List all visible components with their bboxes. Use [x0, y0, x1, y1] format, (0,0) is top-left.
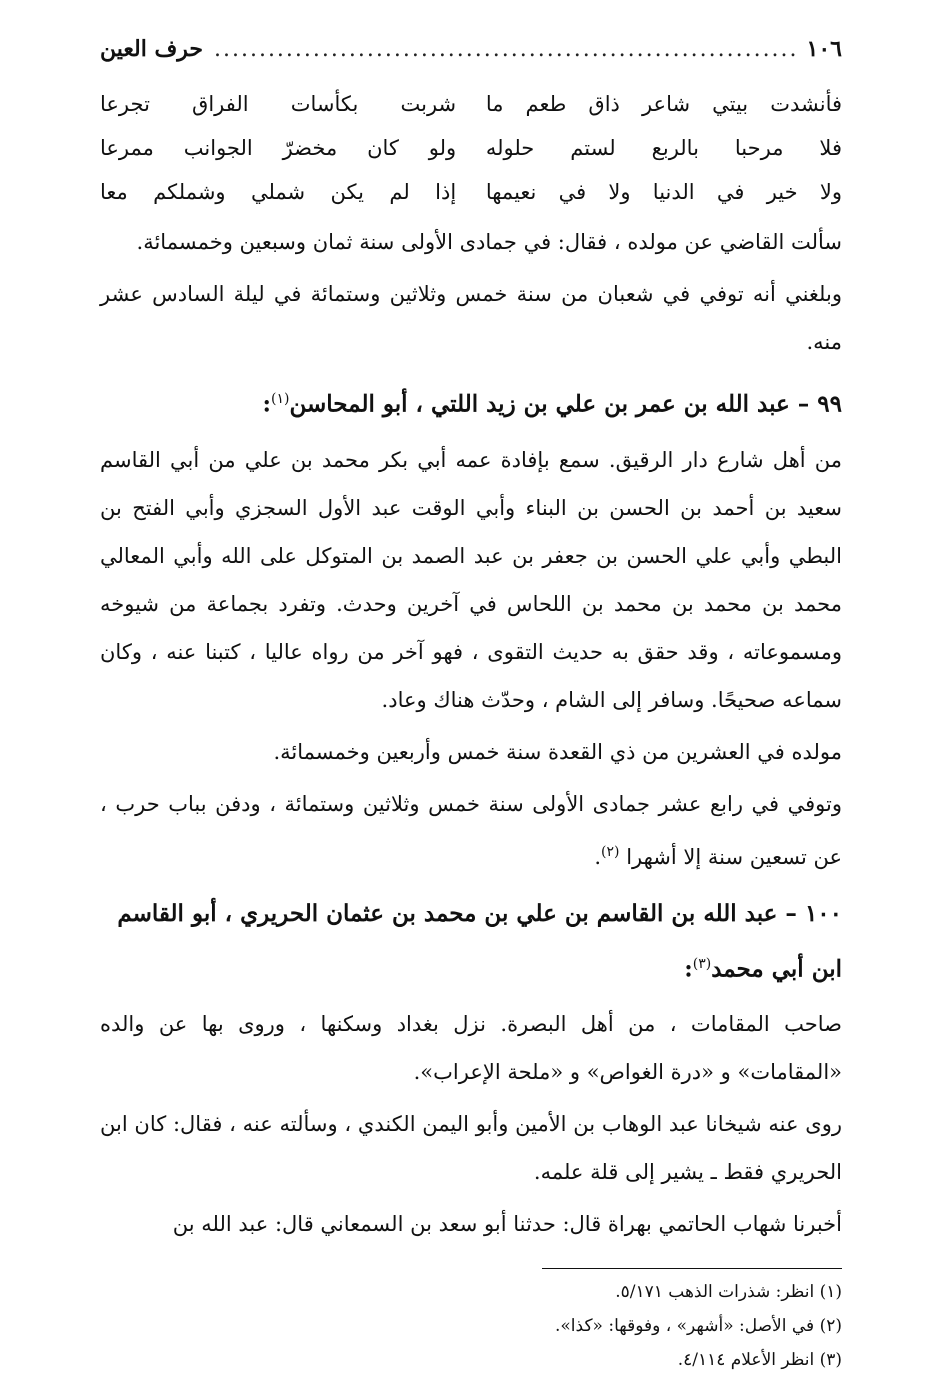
page-number: ١٠٦	[806, 36, 842, 62]
paragraph-death-report: وبلغني أنه توفي في شعبان من سنة خمس وثلاثين وستمائة في ليلة السادس عشر منه.	[100, 282, 842, 354]
verse-first-hemistich: فلا مرحبا بالربع لستم حلوله	[485, 136, 842, 160]
entry-99-birth: مولده في العشرين من ذي القعدة سنة خمس وأربعين وخمسمائة.	[273, 739, 842, 764]
poem-verse	[100, 170, 842, 214]
verse-first-hemistich: ولا خير في الدنيا ولا في نعيمها	[485, 180, 842, 204]
footnote-3: (٣) انظر الأعلام ٤/١١٤.	[677, 1350, 842, 1371]
entry-100-students: روى عنه شيخانا عبد الوهاب بن الأمين وأبو اليمن الكندي ، وسألته عنه ، فقال: كان ابن الحريري فقط ـ يشير إلى قلة علمه.	[100, 1112, 842, 1185]
poem-verse	[100, 82, 842, 126]
poem	[100, 82, 842, 214]
heading-colon: :	[262, 390, 272, 418]
footnote-1: (١) انظر: شذرات الذهب ٥/١٧١.	[615, 1282, 842, 1303]
page-header	[100, 36, 842, 76]
entry-99-heading	[100, 374, 842, 430]
sentence-end: .	[594, 844, 602, 869]
entry-99-death	[100, 780, 842, 881]
entry-99-death-text: وتوفي في رابع عشر جمادى الأولى سنة خمس وثلاثين وستمائة ، ودفن بباب حرب ، عن تسعين سنة إلا أشهرا	[100, 791, 842, 869]
footnotes	[100, 1275, 842, 1377]
footnote-2: (٢) في الأصل: «أشهر» ، وفوقها: «كذا».	[555, 1316, 842, 1337]
verse-second-hemistich: إذا لم يكن شملي وشملكم معا	[100, 180, 457, 204]
entry-100-title: ١٠٠ – عبد الله بن القاسم بن علي بن محمد بن عثمان الحريري ، أبو القاسم ابن أبي محمد	[117, 899, 842, 983]
footnote-ref-3: (٣)	[692, 955, 712, 972]
entry-100-isnad: أخبرنا شهاب الحاتمي بهراة قال: حدثنا أبو سعد بن السمعاني قال: عبد الله بن	[172, 1212, 842, 1237]
footnote-ref-2: (٢)	[601, 843, 620, 860]
paragraph-birth-query: سألت القاضي عن مولده ، فقال: في جمادى الأولى سنة ثمان وسبعين وخمسمائة.	[136, 230, 842, 254]
entry-100-heading	[100, 889, 842, 995]
footnote-ref-1: (١)	[271, 391, 290, 407]
header-dot-leader	[211, 37, 799, 62]
poem-verse	[100, 126, 842, 170]
entry-99-biography: من أهل شارع دار الرقيق. سمع بإفادة عمه أبي بكر محمد بن علي من أبي القاسم سعيد بن أحمد بن الحسن بن البناء وأبي الوقت عبد الأول السجزي وأبي الفتح بن البطي وأبي علي الحسن بن جعفر بن عبد الصمد بن المتوكل على الله وأبي المعالي محمد بن محمد بن محمد بن اللحاس في آخرين وحدث. وتفرد بجماعة من شيوخه ومسموعاته ، وقد حقق به حديث التقوى ، فهو آخر من رواه عاليا ، كتبنا عنه ، وكان سماعه صحيحًا. وسافر إلى الشام ، وحدّث هناك وعاد.	[100, 447, 842, 712]
entry-100-biography: صاحب المقامات ، من أهل البصرة. نزل بغداد وسكنها ، وروى بها عن والده «المقامات» و «درة الغواص» و «ملحة الإعراب».	[100, 1012, 842, 1085]
heading-colon: :	[684, 955, 693, 983]
verse-second-hemistich: شربت بكأسات الفراق تجرعا	[100, 92, 457, 116]
verse-second-hemistich: ولو كان مخضرّ الجوانب ممرعا	[100, 136, 457, 160]
entry-99-title: ٩٩ – عبد الله بن عمر بن علي بن زيد اللتي ، أبو المحاسن	[289, 390, 842, 418]
verse-first-hemistich: فأنشدت بيتي شاعر ذاق طعم ما	[485, 92, 842, 116]
running-title: حرف العين	[100, 36, 204, 62]
footnote-separator	[542, 1268, 842, 1269]
